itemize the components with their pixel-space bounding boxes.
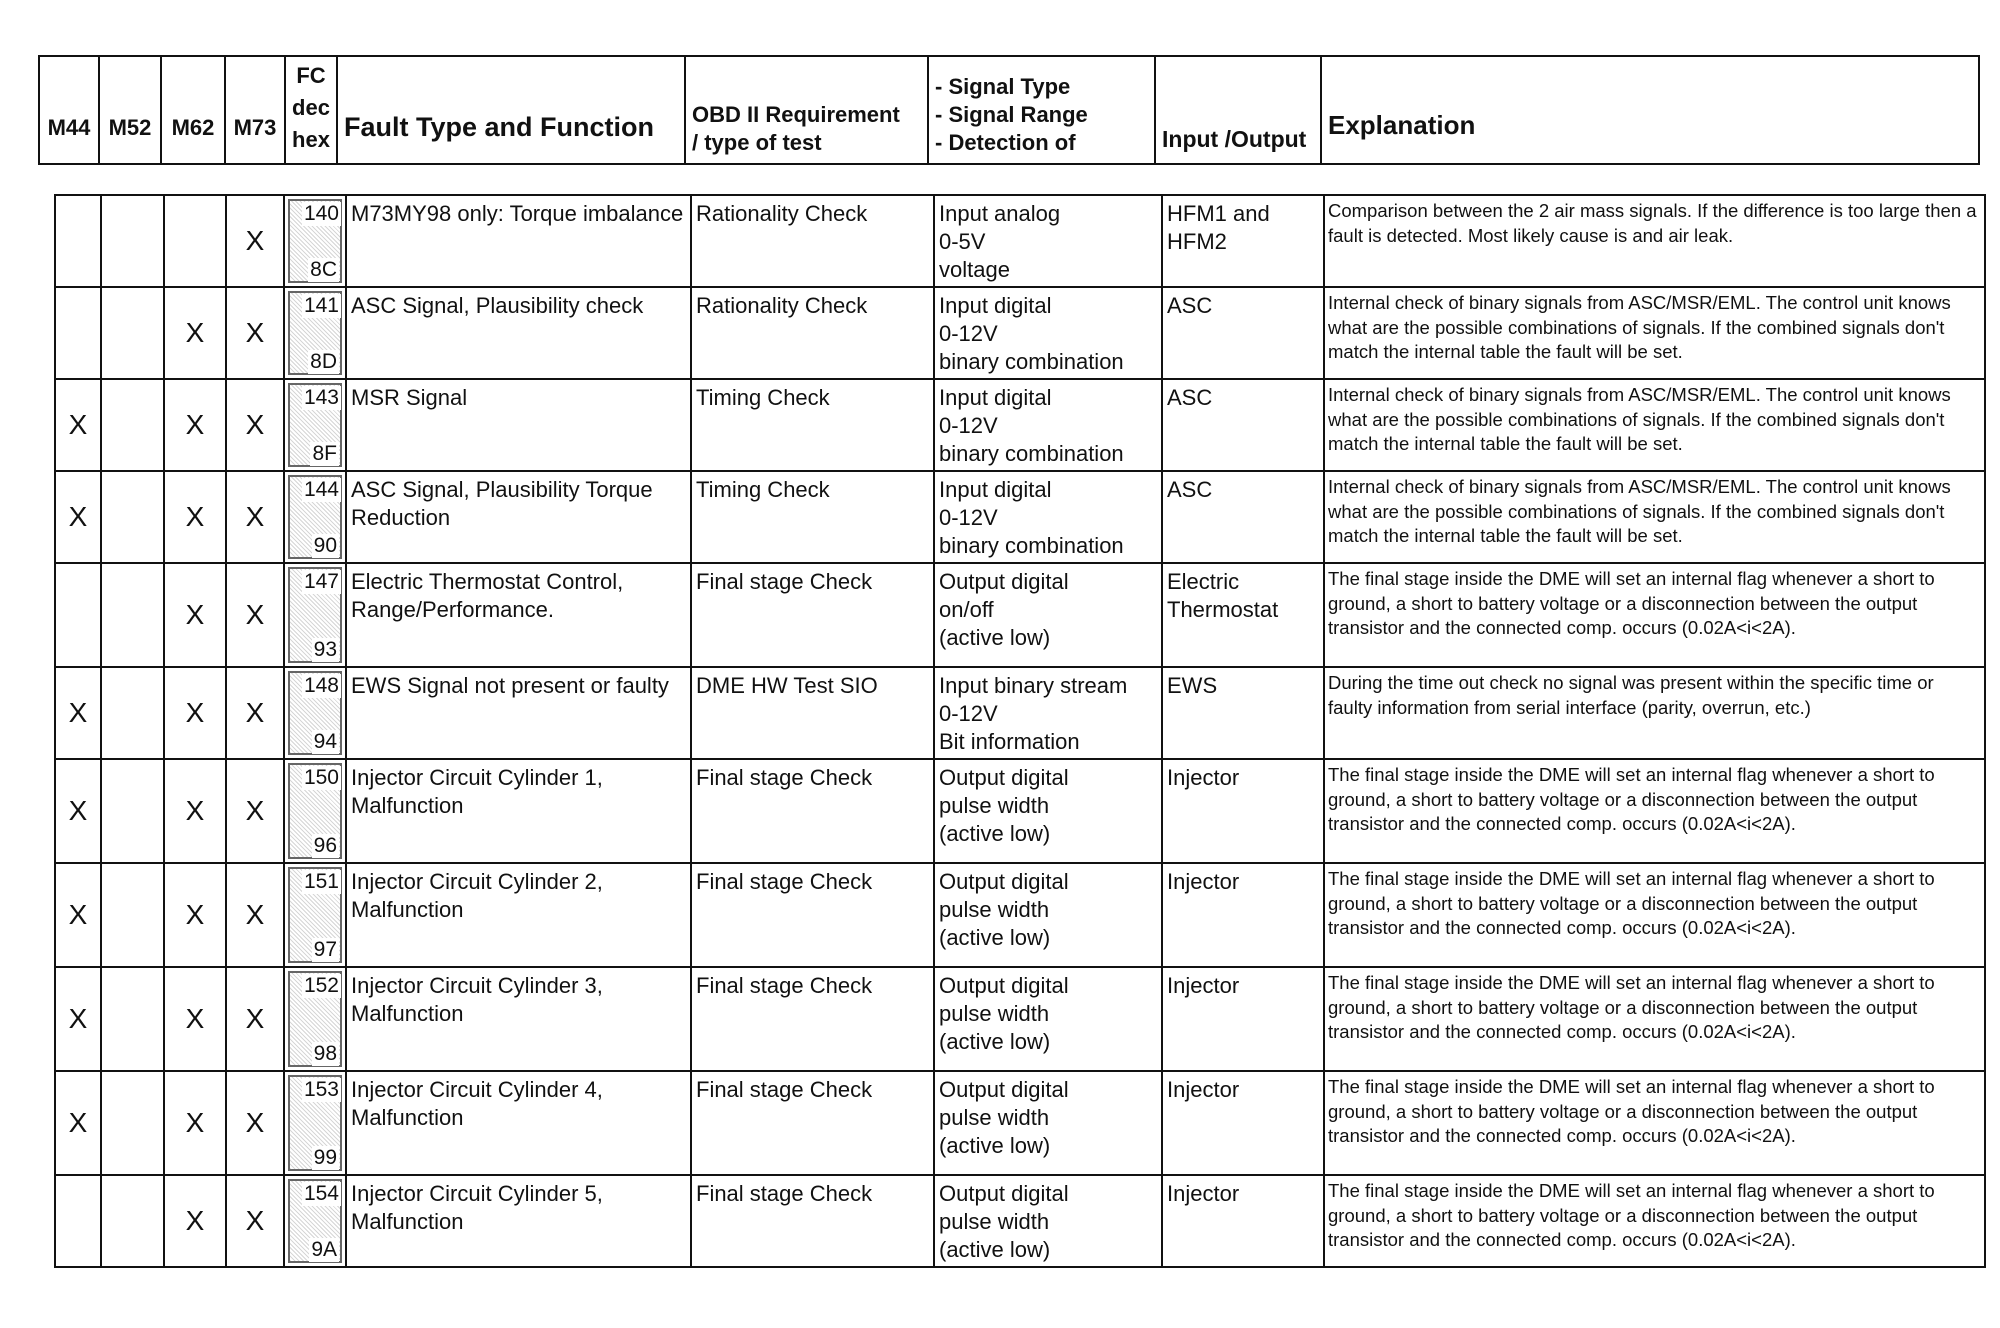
io-text: Electric Thermostat: [1167, 569, 1279, 622]
signal-detection: (active low): [939, 625, 1051, 650]
cell-m52: [101, 195, 164, 287]
cell-io: [1162, 667, 1324, 759]
cell-io: [1162, 1071, 1324, 1175]
signal-lines: [935, 668, 1161, 756]
cell-fault-code: [284, 759, 346, 863]
table-row: [55, 287, 1985, 379]
signal-type: Output digital: [939, 1181, 1069, 1206]
explanation-text: During the time out check no signal was present within the specific time or faulty information from serial interface (parity, overrun, etc.): [1328, 672, 1934, 718]
fault-code-hex: 97: [313, 938, 337, 961]
table-row: [55, 471, 1985, 563]
cell-m44: [55, 287, 101, 379]
cell-m52: [101, 759, 164, 863]
signal-range: pulse width: [939, 1001, 1050, 1026]
obd-text: Rationality Check: [696, 293, 868, 318]
cell-obd: [691, 287, 934, 379]
cell-m73: X: [226, 863, 284, 967]
cell-signal: [934, 863, 1162, 967]
cell-m73: X: [226, 287, 284, 379]
cell-signal: [934, 563, 1162, 667]
cell-m52: [101, 471, 164, 563]
fault-code-dec: 150: [303, 766, 339, 789]
cell-obd: [691, 1175, 934, 1267]
fault-type-text: ASC Signal, Plausibility Torque Reduction: [351, 477, 653, 530]
signal-lines: [935, 1176, 1161, 1264]
cell-fault-type: [346, 759, 691, 863]
cell-fault-type: [346, 563, 691, 667]
signal-type: Output digital: [939, 569, 1069, 594]
fault-code-dec: 147: [303, 570, 339, 593]
cell-explanation: [1324, 863, 1985, 967]
fault-table-body: [54, 194, 1986, 1268]
signal-type: Input digital: [939, 385, 1052, 410]
cell-m44: X: [55, 967, 101, 1071]
obd-text: Final stage Check: [696, 765, 873, 790]
obd-text: DME HW Test SIO: [696, 673, 878, 698]
col-header-m44: M44: [39, 56, 99, 164]
col-header-m52: M52: [99, 56, 161, 164]
signal-range: pulse width: [939, 1209, 1050, 1234]
signal-range: pulse width: [939, 793, 1050, 818]
fault-type-text: EWS Signal not present or faulty: [351, 673, 669, 698]
cell-fault-type: [346, 967, 691, 1071]
signal-range: 0-12V: [939, 321, 998, 346]
signal-detection: (active low): [939, 1133, 1051, 1158]
cell-fault-code: [284, 1071, 346, 1175]
cell-io: [1162, 379, 1324, 471]
signal-type: Input digital: [939, 293, 1052, 318]
table-row: [55, 563, 1985, 667]
cell-m73: X: [226, 379, 284, 471]
signal-detection: (active low): [939, 821, 1051, 846]
table-row: [55, 863, 1985, 967]
obd-text: Final stage Check: [696, 569, 873, 594]
signal-lines: [935, 1072, 1161, 1160]
signal-detection: (active low): [939, 1237, 1051, 1262]
cell-fault-code: [284, 471, 346, 563]
cell-m44: X: [55, 1071, 101, 1175]
fault-type-text: M73MY98 only: Torque imbalance: [351, 201, 684, 226]
cell-fault-code: [284, 379, 346, 471]
cell-explanation: [1324, 967, 1985, 1071]
col-header-fc: [285, 56, 337, 164]
cell-explanation: [1324, 195, 1985, 287]
col-header-m62: M62: [161, 56, 225, 164]
fault-code-hex: 99: [313, 1146, 337, 1169]
cell-explanation: [1324, 563, 1985, 667]
explanation-text: Internal check of binary signals from ASC/MSR/EML. The control unit knows what are the possible combinations of signals. If the combined signals don't match the internal table the fault will be set.: [1328, 384, 1951, 454]
signal-lines: [935, 472, 1161, 560]
cell-m52: [101, 967, 164, 1071]
cell-m52: [101, 1071, 164, 1175]
signal-lines: [935, 760, 1161, 848]
fault-code-dec: 153: [303, 1078, 339, 1101]
cell-fault-type: [346, 1071, 691, 1175]
obd-text: Final stage Check: [696, 973, 873, 998]
cell-obd: [691, 195, 934, 287]
signal-type: Output digital: [939, 973, 1069, 998]
cell-fault-type: [346, 1175, 691, 1267]
signal-type: Output digital: [939, 869, 1069, 894]
obd-text: Timing Check: [696, 385, 830, 410]
signal-type: Output digital: [939, 1077, 1069, 1102]
col-header-explanation: Explanation: [1321, 56, 1979, 164]
fault-code-dec: 140: [303, 202, 339, 225]
fault-code-hex: 8C: [310, 258, 337, 281]
cell-signal: [934, 1071, 1162, 1175]
fault-type-text: MSR Signal: [351, 385, 468, 410]
cell-m62: X: [164, 471, 226, 563]
cell-io: [1162, 863, 1324, 967]
cell-m62: X: [164, 863, 226, 967]
io-text: Injector: [1167, 1077, 1240, 1102]
cell-m62: X: [164, 379, 226, 471]
obd-text: Timing Check: [696, 477, 830, 502]
io-text: ASC: [1167, 477, 1213, 502]
fault-type-text: Injector Circuit Cylinder 1, Malfunction: [351, 765, 603, 818]
signal-lines: [935, 564, 1161, 652]
io-text: Injector: [1167, 973, 1240, 998]
cell-m62: [164, 195, 226, 287]
cell-fault-type: [346, 195, 691, 287]
cell-fault-type: [346, 379, 691, 471]
obd-text: Rationality Check: [696, 201, 868, 226]
obd-header-line2: / type of test: [692, 130, 822, 155]
cell-io: [1162, 967, 1324, 1071]
signal-detection: binary combination: [939, 533, 1124, 558]
signal-range: 0-12V: [939, 505, 998, 530]
cell-fault-code: [284, 287, 346, 379]
cell-m73: X: [226, 1175, 284, 1267]
cell-explanation: [1324, 471, 1985, 563]
cell-obd: [691, 863, 934, 967]
cell-explanation: [1324, 287, 1985, 379]
signal-range: pulse width: [939, 1105, 1050, 1130]
cell-fault-code: [284, 863, 346, 967]
cell-fault-code: [284, 967, 346, 1071]
signal-lines: [935, 288, 1161, 376]
io-text: HFM1 and HFM2: [1167, 201, 1270, 254]
fault-code-hex: 96: [313, 834, 337, 857]
cell-explanation: [1324, 759, 1985, 863]
cell-obd: [691, 471, 934, 563]
signal-type: Input binary stream: [939, 673, 1128, 698]
fault-rows: [55, 195, 1985, 1267]
io-text: Injector: [1167, 765, 1240, 790]
signal-lines: [935, 864, 1161, 952]
table-row: [55, 667, 1985, 759]
cell-m73: X: [226, 471, 284, 563]
signal-detection: binary combination: [939, 349, 1124, 374]
signal-type: Output digital: [939, 765, 1069, 790]
cell-signal: [934, 667, 1162, 759]
obd-text: Final stage Check: [696, 1181, 873, 1206]
signal-range: 0-5V: [939, 229, 986, 254]
cell-signal: [934, 287, 1162, 379]
explanation-text: The final stage inside the DME will set an internal flag whenever a short to ground, a short to battery voltage or a disconnection between the output transistor and the connected comp. occurs (0.02A<i<2A).: [1328, 868, 1935, 938]
signal-lines: [935, 196, 1161, 284]
cell-m62: X: [164, 563, 226, 667]
obd-text: Final stage Check: [696, 869, 873, 894]
cell-m62: X: [164, 1071, 226, 1175]
fault-table-header: [38, 55, 1980, 165]
signal-range: pulse width: [939, 897, 1050, 922]
signal-detection: (active low): [939, 925, 1051, 950]
cell-explanation: [1324, 1175, 1985, 1267]
cell-m44: X: [55, 379, 101, 471]
io-text: ASC: [1167, 385, 1213, 410]
col-header-m73: M73: [225, 56, 285, 164]
signal-range: 0-12V: [939, 413, 998, 438]
cell-obd: [691, 967, 934, 1071]
fault-type-text: ASC Signal, Plausibility check: [351, 293, 644, 318]
fault-type-text: Electric Thermostat Control, Range/Performance.: [351, 569, 624, 622]
cell-fault-type: [346, 287, 691, 379]
cell-m52: [101, 379, 164, 471]
io-text: EWS: [1167, 673, 1218, 698]
explanation-text: Internal check of binary signals from ASC/MSR/EML. The control unit knows what are the possible combinations of signals. If the combined signals don't match the internal table the fault will be set.: [1328, 476, 1951, 546]
fault-code-dec: 151: [303, 870, 339, 893]
io-text: Injector: [1167, 869, 1240, 894]
fault-type-text: Injector Circuit Cylinder 4, Malfunction: [351, 1077, 603, 1130]
fault-code-dec: 148: [303, 674, 339, 697]
cell-fault-type: [346, 471, 691, 563]
cell-signal: [934, 1175, 1162, 1267]
fault-code-dec: 143: [303, 386, 339, 409]
obd-header-line1: OBD II Requirement: [692, 102, 900, 127]
fault-code-hex: 98: [313, 1042, 337, 1065]
table-row: [55, 1071, 1985, 1175]
fault-code-hex: 8F: [312, 442, 337, 465]
cell-fault-code: [284, 667, 346, 759]
signal-header-line2: - Signal Range: [935, 102, 1088, 127]
cell-m44: X: [55, 759, 101, 863]
fault-code-hex: 94: [313, 730, 337, 753]
cell-fault-type: [346, 667, 691, 759]
table-row: [55, 379, 1985, 471]
cell-fault-type: [346, 863, 691, 967]
cell-m62: X: [164, 1175, 226, 1267]
cell-m44: X: [55, 667, 101, 759]
cell-m52: [101, 1175, 164, 1267]
cell-m73: X: [226, 667, 284, 759]
table-row: [55, 1175, 1985, 1267]
cell-m73: X: [226, 563, 284, 667]
cell-io: [1162, 195, 1324, 287]
cell-obd: [691, 379, 934, 471]
fault-type-text: Injector Circuit Cylinder 2, Malfunction: [351, 869, 603, 922]
fc-header-line1: FC: [296, 63, 326, 88]
explanation-text: Comparison between the 2 air mass signals. If the difference is too large then a fault is detected. Most likely cause is and air leak.: [1328, 200, 1977, 246]
cell-m62: X: [164, 759, 226, 863]
col-header-io: Input /Output: [1155, 56, 1321, 164]
signal-detection: voltage: [939, 257, 1010, 282]
fault-code-dec: 152: [303, 974, 339, 997]
signal-range: on/off: [939, 597, 994, 622]
cell-m44: X: [55, 471, 101, 563]
cell-signal: [934, 195, 1162, 287]
signal-type: Input digital: [939, 477, 1052, 502]
fault-code-dec: 154: [303, 1182, 339, 1205]
col-header-obd: [685, 56, 928, 164]
signal-header-line3: - Detection of: [935, 130, 1076, 155]
signal-detection: binary combination: [939, 441, 1124, 466]
cell-io: [1162, 287, 1324, 379]
fault-code-hex: 8D: [310, 350, 337, 373]
signal-lines: [935, 380, 1161, 468]
fault-code-hex: 93: [313, 638, 337, 661]
cell-explanation: [1324, 667, 1985, 759]
table-row: [55, 967, 1985, 1071]
cell-signal: [934, 471, 1162, 563]
signal-detection: (active low): [939, 1029, 1051, 1054]
cell-m73: X: [226, 759, 284, 863]
cell-m44: [55, 563, 101, 667]
cell-obd: [691, 759, 934, 863]
cell-obd: [691, 563, 934, 667]
cell-m73: X: [226, 1071, 284, 1175]
cell-m73: X: [226, 195, 284, 287]
cell-explanation: [1324, 379, 1985, 471]
fc-header-line2: dec: [292, 95, 330, 120]
cell-fault-code: [284, 1175, 346, 1267]
cell-m52: [101, 287, 164, 379]
cell-signal: [934, 379, 1162, 471]
cell-m62: X: [164, 287, 226, 379]
cell-io: [1162, 471, 1324, 563]
fault-code-dec: 144: [303, 478, 339, 501]
col-header-signal: [928, 56, 1155, 164]
cell-m44: X: [55, 863, 101, 967]
explanation-text: The final stage inside the DME will set an internal flag whenever a short to ground, a short to battery voltage or a disconnection between the output transistor and the connected comp. occurs (0.02A<i<2A).: [1328, 1076, 1935, 1146]
signal-lines: [935, 968, 1161, 1056]
fault-type-text: Injector Circuit Cylinder 3, Malfunction: [351, 973, 603, 1026]
cell-signal: [934, 967, 1162, 1071]
table-row: [55, 195, 1985, 287]
cell-obd: [691, 667, 934, 759]
fc-header-line3: hex: [292, 127, 330, 152]
explanation-text: The final stage inside the DME will set an internal flag whenever a short to ground, a short to battery voltage or a disconnection between the output transistor and the connected comp. occurs (0.02A<i<2A).: [1328, 764, 1935, 834]
cell-fault-code: [284, 563, 346, 667]
explanation-text: Internal check of binary signals from ASC/MSR/EML. The control unit knows what are the possible combinations of signals. If the combined signals don't match the internal table the fault will be set.: [1328, 292, 1951, 362]
explanation-text: The final stage inside the DME will set an internal flag whenever a short to ground, a short to battery voltage or a disconnection between the output transistor and the connected comp. occurs (0.02A<i<2A).: [1328, 568, 1935, 638]
signal-range: 0-12V: [939, 701, 998, 726]
explanation-text: The final stage inside the DME will set an internal flag whenever a short to ground, a short to battery voltage or a disconnection between the output transistor and the connected comp. occurs (0.02A<i<2A).: [1328, 1180, 1935, 1250]
signal-header-line1: - Signal Type: [935, 74, 1071, 99]
io-text: ASC: [1167, 293, 1213, 318]
cell-fault-code: [284, 195, 346, 287]
fault-code-hex: 9A: [311, 1238, 337, 1261]
fault-type-text: Injector Circuit Cylinder 5, Malfunction: [351, 1181, 603, 1234]
cell-m52: [101, 667, 164, 759]
signal-type: Input analog: [939, 201, 1061, 226]
fault-code-hex: 90: [313, 534, 337, 557]
cell-io: [1162, 1175, 1324, 1267]
col-header-fault: Fault Type and Function: [337, 56, 685, 164]
cell-m44: [55, 195, 101, 287]
fault-code-dec: 141: [303, 294, 339, 317]
cell-explanation: [1324, 1071, 1985, 1175]
cell-m44: [55, 1175, 101, 1267]
explanation-text: The final stage inside the DME will set an internal flag whenever a short to ground, a short to battery voltage or a disconnection between the output transistor and the connected comp. occurs (0.02A<i<2A).: [1328, 972, 1935, 1042]
signal-detection: Bit information: [939, 729, 1080, 754]
cell-io: [1162, 563, 1324, 667]
cell-m62: X: [164, 967, 226, 1071]
cell-obd: [691, 1071, 934, 1175]
cell-m73: X: [226, 967, 284, 1071]
cell-io: [1162, 759, 1324, 863]
cell-m62: X: [164, 667, 226, 759]
cell-m52: [101, 563, 164, 667]
table-row: [55, 759, 1985, 863]
io-text: Injector: [1167, 1181, 1240, 1206]
cell-signal: [934, 759, 1162, 863]
header-row: [39, 56, 1979, 164]
obd-text: Final stage Check: [696, 1077, 873, 1102]
cell-m52: [101, 863, 164, 967]
